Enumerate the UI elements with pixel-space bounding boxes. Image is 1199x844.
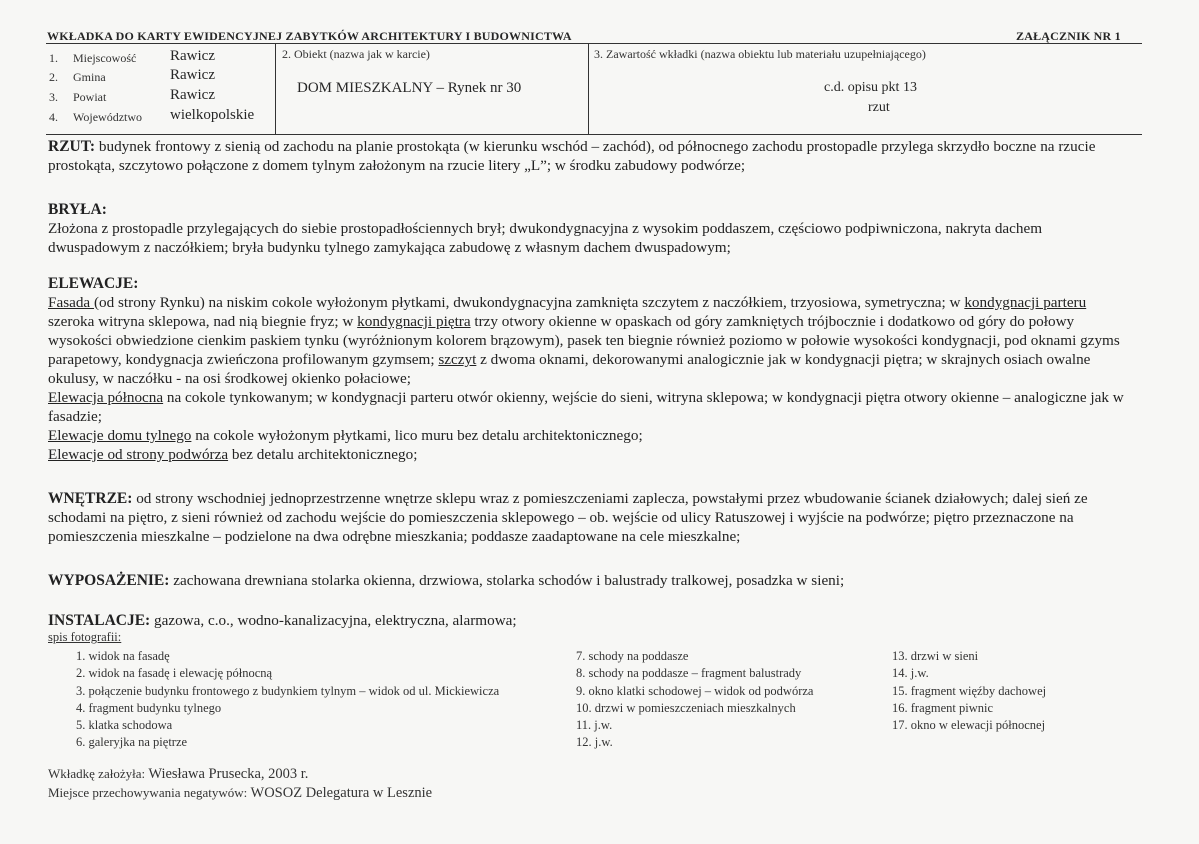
section-rzut bbox=[48, 137, 1133, 175]
contents-label: 3. Zawartość wkładki (nazwa obiektu lub materiału uzupełniającego) bbox=[594, 47, 926, 61]
section-wnetrze bbox=[48, 489, 1133, 546]
fasada-paragraph bbox=[48, 293, 1133, 388]
photo-item: 14. j.w. bbox=[892, 666, 929, 681]
north-paragraph bbox=[48, 388, 1133, 426]
divider-1 bbox=[275, 43, 276, 134]
rzut-text: budynek frontowy z sienią od zachodu na planie prostokąta (w kierunku wschód – zachód), od północnego zachodu prostopadle przylega skrzydło boczne na rzucie prostokąta, szczytowo połączone z domem tylnym założonym na rzucie litery „L”; w środku zabudowy podwórze; bbox=[48, 138, 1096, 174]
photo-item: 12. j.w. bbox=[576, 735, 613, 750]
storage-value: WOSOZ Delegatura w Lesznie bbox=[250, 785, 433, 801]
photo-item: 17. okno w elewacji północnej bbox=[892, 718, 1046, 733]
photo-item: 8. schody na poddasze – fragment balustrady bbox=[576, 666, 802, 681]
photo-item: 11. j.w. bbox=[576, 718, 613, 733]
author-value: Wiesława Prusecka, 2003 r. bbox=[148, 766, 309, 782]
section-wyposazenie bbox=[48, 571, 1133, 590]
object-label: 2. Obiekt (nazwa jak w karcie) bbox=[282, 47, 430, 61]
wnetrze-heading: WNĘTRZE: bbox=[48, 490, 133, 507]
fasada-szczyt-label: szczyt bbox=[438, 351, 477, 368]
divider-2 bbox=[588, 43, 589, 134]
loc-label-4: Województwo bbox=[73, 110, 143, 124]
photo-item: 3. połączenie budynku frontowego z budynkiem tylnym – widok od ul. Mickiewicza bbox=[76, 683, 500, 698]
photo-item: 2. widok na fasadę i elewację północną bbox=[76, 666, 273, 681]
bryla-text: Złożona z prostopadle przylegających do siebie prostopadłościennych brył; dwukondygnacyjna z wysokim poddaszem, częściowo podpiwniczona, nakryta dachem dwuspadowym z naczółkiem; bryła budynku tylnego zamykająca zabudowę z własnym dachem dwuspadowym; bbox=[48, 220, 1043, 256]
loc-num-4: 4. bbox=[49, 110, 58, 124]
section-elewacje bbox=[48, 274, 1133, 464]
yard-paragraph bbox=[48, 445, 1133, 464]
contents-line-1: c.d. opisu pkt 13 bbox=[824, 80, 917, 95]
fasada-parter-label: kondygnacji parteru bbox=[964, 294, 1087, 311]
loc-num-3: 3. bbox=[49, 90, 58, 104]
fasada-text-4: z dwoma oknami, dekorowanymi analogicznie jak w kondygnacji piętra; w skrajnych osiach owalne okulusy, w naczółku - na osi środkowej okienko połaciowe; bbox=[48, 351, 1091, 387]
photo-item: 1. widok na fasadę bbox=[76, 649, 170, 663]
photo-item: 16. fragment piwnic bbox=[892, 700, 994, 715]
rzut-heading: RZUT: bbox=[48, 138, 96, 155]
elewacje-heading: ELEWACJE: bbox=[48, 275, 139, 292]
section-instalacje bbox=[48, 611, 1133, 630]
loc-label-1: Miejscowość bbox=[73, 51, 137, 65]
wnetrze-text: od strony wschodniej jednoprzestrzenne wnętrze sklepu wraz z pomieszczeniami zaplecza, powstałymi przez wbudowanie ścianek działowych; dalej sień ze schodami na piętro, z sieni również od zachodu wejście do pomieszczenia sklepowego – ob. wejście od ulicy Ratuszowej i wyjście na podwórze; piętro przeznaczone na pomieszczenia mieszkalne – podzielone na dwa odrębne mieszkania; poddasze zaadaptowane na cele mieszkalne; bbox=[48, 490, 1088, 545]
rear-label: Elewacje domu tylnego bbox=[48, 427, 192, 444]
loc-label-3: Powiat bbox=[73, 90, 107, 104]
north-text: na cokole tynkowanym; w kondygnacji parteru otwór okienny, wejście do sieni, witryna sklepowa; w kondygnacji piętra otwory okienne – analogiczne jak w fasadzie; bbox=[48, 389, 1124, 425]
photo-list-col-3 bbox=[892, 648, 1046, 734]
fasada-label: Fasada bbox=[48, 294, 94, 311]
photo-item: 7. schody na poddasze bbox=[576, 649, 689, 663]
photo-item: 10. drzwi w pomieszczeniach mieszkalnych bbox=[576, 700, 796, 715]
photo-list-label: spis fotografii: bbox=[48, 630, 122, 644]
photo-item: 6. galeryjka na piętrze bbox=[76, 735, 188, 750]
instalacje-heading: INSTALACJE: bbox=[48, 612, 151, 629]
object-name: DOM MIESZKALNY – Rynek nr 30 bbox=[297, 80, 522, 96]
photo-item: 15. fragment więźby dachowej bbox=[892, 683, 1047, 698]
photo-item: 9. okno klatki schodowej – widok od podwórza bbox=[576, 683, 814, 698]
loc-value-1: Rawicz bbox=[170, 48, 215, 64]
loc-value-3: Rawicz bbox=[170, 87, 215, 103]
photo-item: 5. klatka schodowa bbox=[76, 718, 173, 733]
document-title: WKŁADKA DO KARTY EWIDENCYJNEJ ZABYTKÓW ARCHITEKTURY I BUDOWNICTWA bbox=[47, 29, 572, 43]
yard-label: Elewacje od strony podwórza bbox=[48, 446, 229, 463]
wyposazenie-text: zachowana drewniana stolarka okienna, drzwiowa, stolarka schodów i balustrady tralkowej, posadzka w sieni; bbox=[169, 572, 845, 589]
rear-text: na cokole wyłożonym płytkami, lico muru bez detalu architektonicznego; bbox=[191, 427, 643, 444]
fasada-text-3: trzy otwory okienne w opaskach od góry zamkniętych trójbocznie i dodatkowo od góry do połowy wysokości obwiedzione cienkim paskiem tynku (wyróżnionym kolorem brązowym), pasek ten biegnie również poziomo w połowie wysokości kondygnacji, pod oknami gzyms parapetowy, kondygnacja zwieńczona profilowanym gzymsem; bbox=[48, 313, 1120, 368]
north-label: Elewacja północna bbox=[48, 389, 164, 406]
loc-value-4: wielkopolskie bbox=[170, 107, 255, 123]
photo-list-col-1 bbox=[76, 648, 499, 752]
section-bryla bbox=[48, 200, 1133, 257]
storage-label: Miejsce przechowywania negatywów: bbox=[48, 785, 248, 800]
fasada-text-2: szeroka witryna sklepowa, nad nią biegnie fryz; w bbox=[48, 313, 358, 330]
fasada-pietro-label: kondygnacji piętra bbox=[357, 313, 471, 330]
yard-text: bez detalu architektonicznego; bbox=[228, 446, 418, 463]
author-label: Wkładkę założyła: bbox=[48, 766, 146, 781]
bryla-heading: BRYŁA: bbox=[48, 201, 107, 218]
loc-label-2: Gmina bbox=[73, 70, 106, 84]
contents-line-2: rzut bbox=[868, 100, 890, 115]
loc-num-2: 2. bbox=[49, 70, 58, 84]
rear-paragraph bbox=[48, 426, 1133, 445]
annex-label: ZAŁĄCZNIK NR 1 bbox=[1016, 29, 1121, 43]
loc-value-2: Rawicz bbox=[170, 67, 215, 83]
photo-list-col-2 bbox=[576, 648, 813, 752]
fasada-text-1: (od strony Rynku) na niskim cokole wyłożonym płytkami, dwukondygnacyjna zamknięta szczytem z naczółkiem, trzyosiowa, symetryczna; w bbox=[93, 294, 965, 311]
photo-item: 13. drzwi w sieni bbox=[892, 649, 979, 663]
header-rule-bottom bbox=[46, 134, 1142, 135]
photo-item: 4. fragment budynku tylnego bbox=[76, 700, 222, 715]
wyposazenie-heading: WYPOSAŻENIE: bbox=[48, 572, 170, 589]
storage-line bbox=[48, 785, 432, 802]
author-line bbox=[48, 766, 308, 783]
loc-num-1: 1. bbox=[49, 51, 58, 65]
header-rule-top bbox=[46, 43, 1142, 44]
instalacje-text: gazowa, c.o., wodno-kanalizacyjna, elektryczna, alarmowa; bbox=[150, 612, 517, 629]
